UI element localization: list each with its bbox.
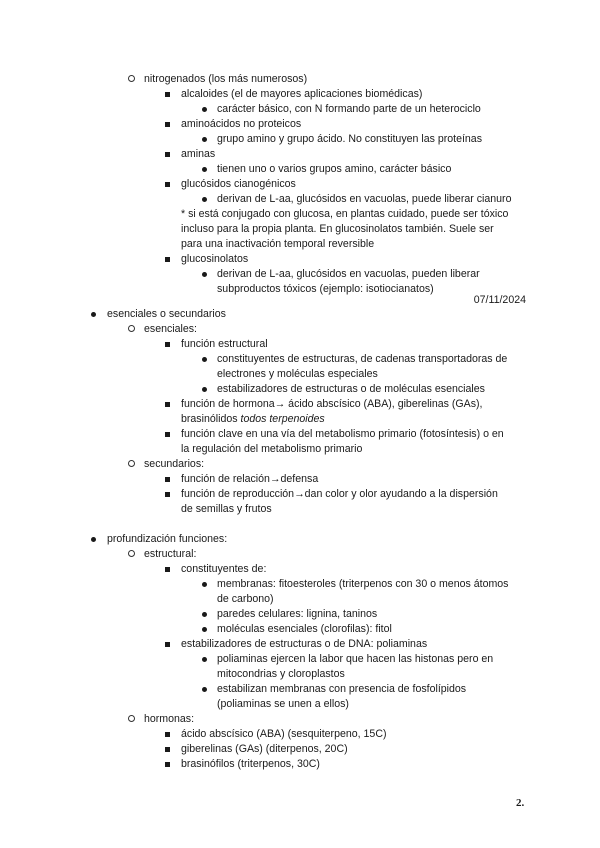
bullet-square <box>160 398 174 411</box>
bullet-dot <box>197 578 211 591</box>
list-item-continuation: (poliaminas se unen a ellos) <box>217 698 349 710</box>
list-item: membranas: fitoesteroles (triterpenos con 30 o menos átomos <box>217 578 509 590</box>
list-item: estabilizan membranas con presencia de fosfolípidos <box>217 683 467 695</box>
bullet-square <box>160 638 174 651</box>
list-item-continuation: para una inactivación temporal reversible <box>181 238 375 250</box>
bullet-dot <box>197 193 211 206</box>
list-item: derivan de L-aa, glucósidos en vacuolas, pueden liberar <box>217 268 480 280</box>
bullet-dot <box>197 653 211 666</box>
bullet-circle <box>124 548 138 561</box>
bullet-dot <box>197 163 211 176</box>
bullet-square <box>160 428 174 441</box>
bullet-dot <box>197 683 211 696</box>
bullet-square <box>160 118 174 131</box>
list-item: función clave en una vía del metabolismo primario (fotosíntesis) o en <box>181 428 504 440</box>
list-item-continuation: mitocondrias y cloroplastos <box>217 668 345 680</box>
list-item: poliaminas ejercen la labor que hacen las histonas pero en <box>217 653 494 665</box>
list-item: glucósidos cianogénicos <box>181 178 296 190</box>
list-item: estructural: <box>144 548 197 560</box>
bullet-dot <box>86 308 100 321</box>
list-item: alcaloides (el de mayores aplicaciones biomédicas) <box>181 88 423 100</box>
list-item: secundarios: <box>144 458 205 470</box>
list-item-continuation: electrones y moléculas especiales <box>217 368 378 380</box>
list-item: función de hormona→ ácido abscísico (ABA), giberelinas (GAs), <box>181 398 483 410</box>
list-item: ácido abscísico (ABA) (sesquiterpeno, 15C) <box>181 728 387 740</box>
bullet-dot <box>197 608 211 621</box>
bullet-circle <box>124 323 138 336</box>
list-item-continuation: * si está conjugado con glucosa, en plantas cuidado, puede ser tóxico <box>181 208 509 220</box>
list-item: estabilizadores de estructuras o de moléculas esenciales <box>217 383 485 395</box>
list-item-continuation <box>181 413 325 426</box>
bullet-square <box>160 338 174 351</box>
italic-note: todos terpenoides <box>240 413 325 425</box>
bullet-dot <box>197 383 211 396</box>
list-item: función de relación→defensa <box>181 473 319 485</box>
list-item: profundización funciones: <box>107 533 228 545</box>
list-item-continuation: de carbono) <box>217 593 274 605</box>
list-item: aminas <box>181 148 216 160</box>
list-item: función estructural <box>181 338 268 350</box>
bullet-dot <box>197 623 211 636</box>
date-stamp: 07/11/2024 <box>473 294 526 306</box>
bullet-dot <box>197 133 211 146</box>
list-item: grupo amino y grupo ácido. No constituyen las proteínas <box>217 133 482 145</box>
list-item: carácter básico, con N formando parte de un heterociclo <box>217 103 481 115</box>
list-item: constituyentes de: <box>181 563 267 575</box>
list-item: tienen uno o varios grupos amino, carácter básico <box>217 163 452 175</box>
page-number: 2. <box>516 797 525 809</box>
bullet-circle <box>124 458 138 471</box>
list-item: brasinófilos (triterpenos, 30C) <box>181 758 320 770</box>
list-item: moléculas esenciales (clorofilas): fitol <box>217 623 392 635</box>
bullet-square <box>160 758 174 771</box>
bullet-dot <box>197 103 211 116</box>
list-item: giberelinas (GAs) (diterpenos, 20C) <box>181 743 348 755</box>
bullet-square <box>160 743 174 756</box>
bullet-square <box>160 563 174 576</box>
bullet-square <box>160 178 174 191</box>
list-item: aminoácidos no proteicos <box>181 118 302 130</box>
list-item: paredes celulares: lignina, taninos <box>217 608 378 620</box>
list-item-continuation: subproductos tóxicos (ejemplo: isotiocianatos) <box>217 283 434 295</box>
bullet-square <box>160 148 174 161</box>
list-item-continuation: incluso para la propia planta. En glucosinolatos también. Suele ser <box>181 223 494 235</box>
list-item: nitrogenados (los más numerosos) <box>144 73 308 85</box>
list-item-continuation: la regulación del metabolismo primario <box>181 443 363 455</box>
list-item: glucosinolatos <box>181 253 249 265</box>
list-item-continuation: de semillas y frutos <box>181 503 272 515</box>
list-item: estabilizadores de estructuras o de DNA: poliaminas <box>181 638 428 650</box>
bullet-square <box>160 488 174 501</box>
bullet-dot <box>197 353 211 366</box>
bullet-circle <box>124 73 138 86</box>
list-item: esenciales o secundarios <box>107 308 226 320</box>
bullet-dot <box>86 533 100 546</box>
bullet-square <box>160 473 174 486</box>
list-item: constituyentes de estructuras, de cadenas transportadoras de <box>217 353 508 365</box>
bullet-square <box>160 728 174 741</box>
list-item: esenciales: <box>144 323 197 335</box>
list-item-text: brasinólidos <box>181 413 238 425</box>
bullet-square <box>160 88 174 101</box>
bullet-square <box>160 253 174 266</box>
bullet-dot <box>197 268 211 281</box>
bullet-circle <box>124 713 138 726</box>
list-item: función de reproducción→dan color y olor ayudando a la dispersión <box>181 488 498 500</box>
list-item: derivan de L-aa, glucósidos en vacuolas, puede liberar cianuro <box>217 193 512 205</box>
list-item: hormonas: <box>144 713 195 725</box>
